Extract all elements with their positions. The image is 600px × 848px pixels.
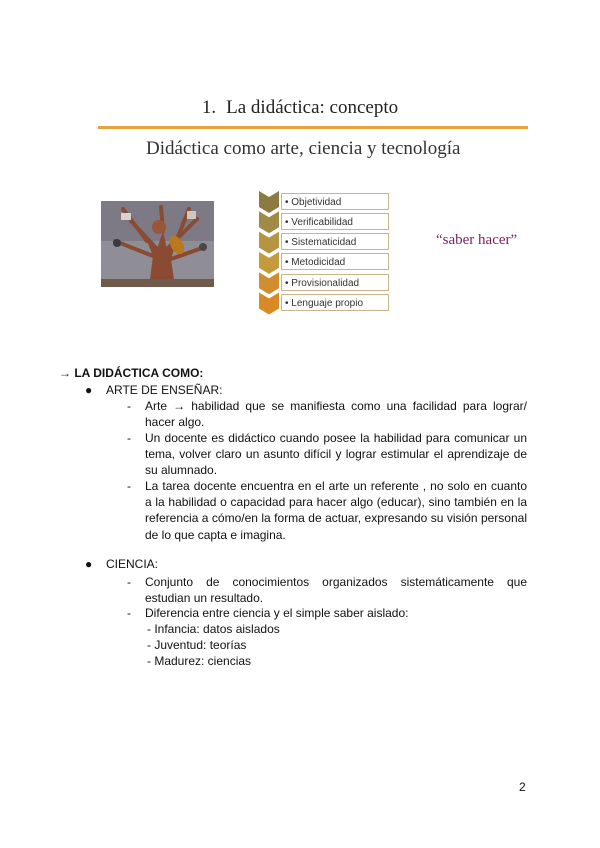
dash-marker: - [127,606,131,620]
diagram-item: • Sistematicidad [281,233,389,250]
bullet-ciencia [85,557,159,571]
bullet-dot-icon: ● [85,383,93,397]
dash-marker: - [127,399,131,413]
list-item [127,430,527,479]
page-heading [0,97,600,119]
list-item-text: Conjunto de conocimientos organizados sistemáticamente que estudian un resultado. [145,575,527,606]
diagram-item: • Lenguaje propio [281,294,389,311]
list-item [127,398,527,430]
dash-marker: - [127,431,131,445]
dash-marker: - [127,575,131,589]
diagram-item: • Provisionalidad [281,274,389,291]
list-item-text: Arte → habilidad que se manifiesta como una facilidad para lograr/ hacer algo. [145,399,527,430]
chevron-icon [259,191,279,213]
list-item-text: Un docente es didáctico cuando posee la habilidad para comunicar un tema, volver claro un asunto difícil y lograr estimular el aprendizaje de su alumnado. [145,431,527,478]
sub-item: - Juventud: teorías [147,638,247,652]
tree-sculpture-image [101,201,214,287]
heading-divider [98,126,528,129]
saber-hacer-quote: “saber hacer” [436,232,518,248]
list-item-text: Diferencia entre ciencia y el simple saber aislado: [145,606,409,620]
section-title: → LA DIDÁCTICA COMO: [59,366,204,380]
list-item [127,478,527,543]
bullet-dot-icon: ● [85,557,93,571]
bullet-label: CIENCIA: [106,557,159,571]
diagram-item: • Objetividad [281,193,389,210]
chevron-icon [259,252,279,274]
diagram-item: • Metodicidad [281,253,389,270]
list-item [127,574,527,606]
subtitle: Didáctica como arte, ciencia y tecnología [146,138,461,159]
chevron-icon [259,232,279,254]
bullet-label: ARTE DE ENSEÑAR: [106,383,223,397]
dash-marker: - [127,479,131,493]
diagram-item: • Verificabilidad [281,213,389,230]
chevron-icon [259,293,279,315]
chevron-icon [259,272,279,294]
sub-item: - Infancia: datos aislados [147,622,280,636]
chevron-icon [259,211,279,233]
sub-item: - Madurez: ciencias [147,654,252,668]
list-item [127,605,527,621]
list-item-text: La tarea docente encuentra en el arte un referente , no solo en cuanto a la habilidad o capacidad para hacer algo (educar), sino también en la referencia a cómo/en la forma de actuar, expresando su visión personal de lo que capta e imagina. [145,479,527,542]
page-number: 2 [519,780,526,794]
heading-text: La didáctica: concepto [226,97,399,118]
heading-number: 1. [201,97,217,118]
bullet-arte [85,383,223,397]
